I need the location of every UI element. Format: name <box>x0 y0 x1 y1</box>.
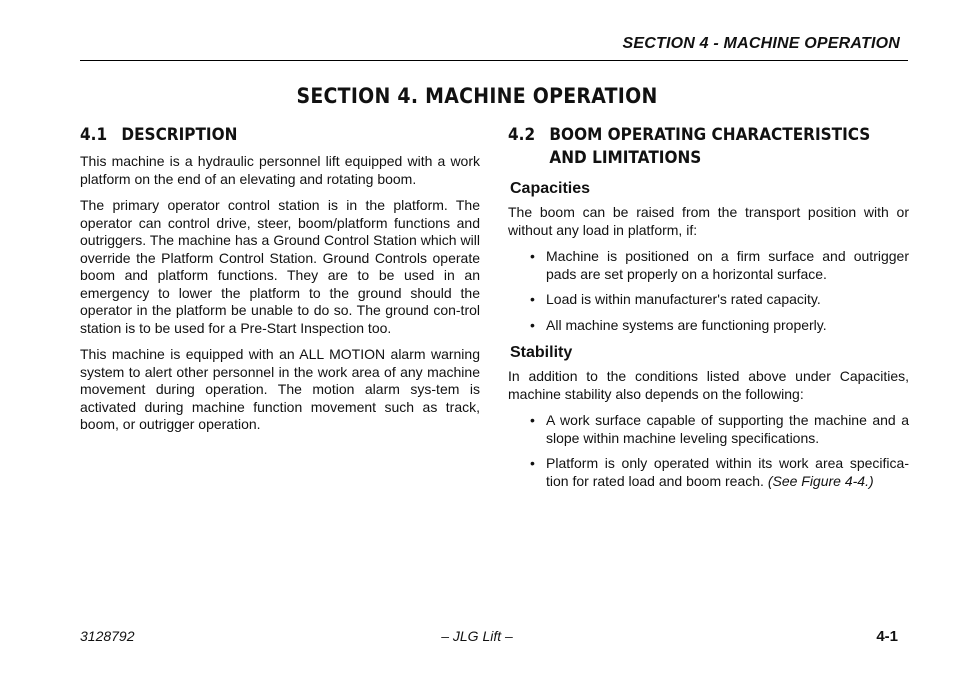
heading-text: BOOM OPERATING CHARACTERISTICS AND LIMITATIONS <box>549 125 871 168</box>
bullet: • <box>530 455 535 471</box>
running-header: SECTION 4 - MACHINE OPERATION <box>622 35 900 52</box>
list-item <box>508 412 909 447</box>
list-item <box>508 248 909 283</box>
stability-list <box>508 412 909 490</box>
list-item-text: Machine is positioned on a firm surface and outrigger pads are set properly on a horizontal surface. <box>546 248 909 282</box>
list-item-text: Load is within manufacturer's rated capacity. <box>546 291 821 307</box>
figure-reference: (See Figure 4-4.) <box>767 472 874 489</box>
description-paragraph-3: This machine is equipped with an ALL MOTION alarm warning system to alert other personnel in the work area of any machine movement during operation. The motion alarm sys-tem is activated during machine function movement such as track, boom, or outrigger operation. <box>80 346 480 432</box>
capacities-heading: Capacities <box>510 180 591 197</box>
document-number: 3128792 <box>80 628 135 644</box>
page-number: 4-1 <box>876 628 898 645</box>
list-item-text: A work surface capable of supporting the machine and a slope within machine leveling specifications. <box>546 412 909 446</box>
right-column <box>508 124 909 498</box>
bullet: • <box>530 412 535 428</box>
list-item-text: Platform is only operated within its work area specifica-tion for rated load and boom reach. <box>546 455 909 489</box>
capacities-intro: The boom can be raised from the transport position with or without any load in platform, if: <box>508 204 909 238</box>
bullet: • <box>530 291 535 307</box>
heading-boom-characteristics <box>508 124 909 170</box>
bullet: • <box>530 248 535 264</box>
section-title: SECTION 4. MACHINE OPERATION <box>296 84 658 108</box>
list-item-text: All machine systems are functioning properly. <box>546 316 827 333</box>
description-paragraph-2: The primary operator control station is in the platform. The operator can control drive, steer, boom/platform functions and outriggers. The machine has a Ground Control Station which will override the Platform Control Station. Ground Controls operate boom and platform functions. They are to be used in an emergency to lower the platform to the ground should the operator in the platform be unable to do so. The ground con-trol station is to be used for a Pre-Start Inspection too. <box>80 197 480 336</box>
heading-description <box>80 124 440 147</box>
heading-text: DESCRIPTION <box>121 125 238 145</box>
heading-number: 4.1 <box>80 125 108 145</box>
publisher-label: – JLG Lift – <box>441 628 513 644</box>
description-paragraph-1: This machine is a hydraulic personnel lift equipped with a work platform on the end of an elevating and rotating boom. <box>80 153 480 187</box>
list-item <box>508 455 909 490</box>
heading-number: 4.2 <box>508 125 536 145</box>
stability-heading: Stability <box>510 344 573 361</box>
capacities-list <box>508 248 909 334</box>
left-column <box>80 124 480 443</box>
bullet: • <box>530 316 535 333</box>
stability-intro: In addition to the conditions listed above under Capacities, machine stability also depends on the following: <box>508 368 909 402</box>
list-item <box>508 317 909 335</box>
header-rule <box>80 60 908 61</box>
list-item <box>508 291 909 309</box>
